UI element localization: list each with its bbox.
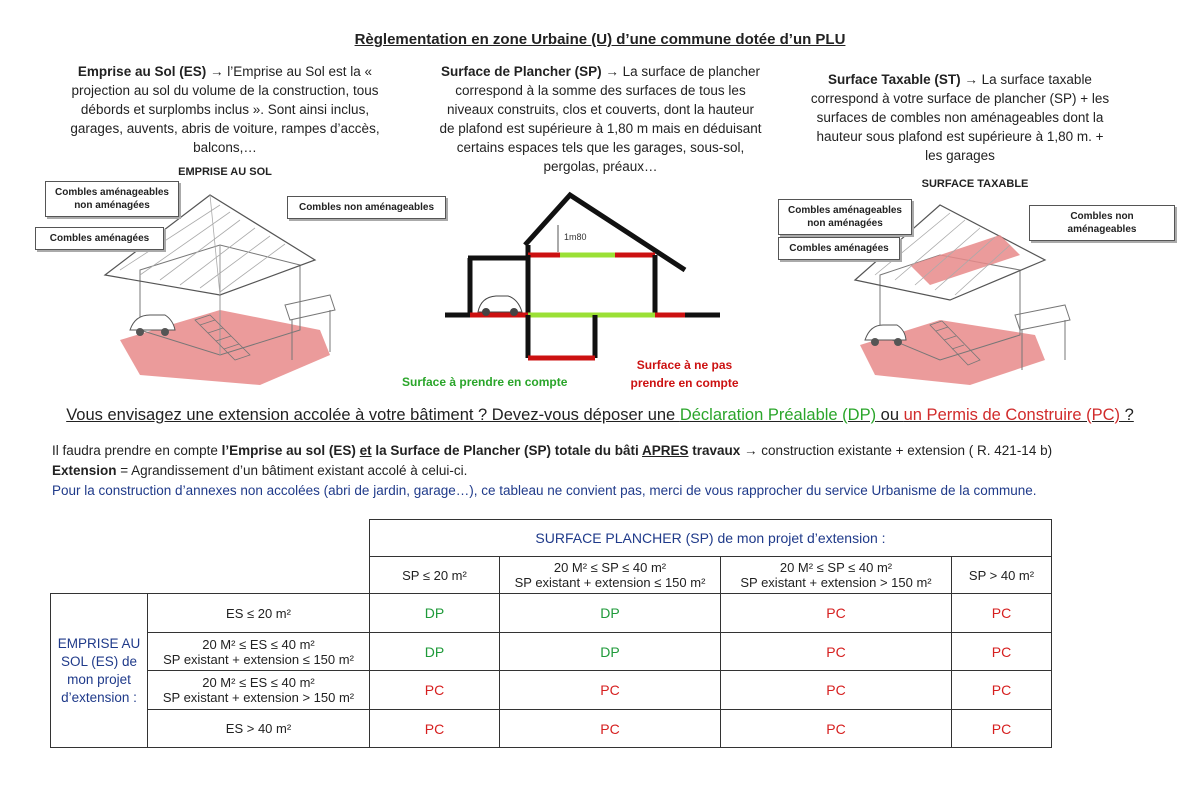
sp-heading: Surface de Plancher (SP) [441,64,602,79]
legend-red-label: Surface à ne pas prendre en compte [630,358,739,390]
decision-cell: PC [721,671,952,710]
st-callout-combles-non-amenageables: Combles non aménageables [1029,205,1175,241]
col-header: SP ≤ 20 m² [370,557,500,594]
decision-cell: PC [721,710,952,748]
decision-cell: PC [370,671,500,710]
decision-cell: DP [500,633,721,671]
es-heading: Emprise au Sol (ES) [77,64,207,79]
instruction-paragraph: Il faudra prendre en compte l’Emprise au sol (ES) et la Surface de Plancher (SP) totale du bâti APRES travaux → construction existante + extension ( R. 421-14 b) [52,443,1053,458]
decision-cell: DP [500,594,721,633]
decision-cell: DP [370,633,500,671]
row-header: ES > 40 m² [148,710,370,748]
decision-table [50,519,1052,748]
es-text: l’Emprise au Sol est la « projection au sol du volume de la construction, tous débords et surplombs inclus ». Sont ainsi inclus, garages, auvents, abris de voiture, rampes d’accès, balcons,… [70,64,380,155]
es-callout-combles-non-amenageables: Combles non aménageables [287,196,446,219]
col-header: SP > 40 m² [952,557,1052,594]
legend-green-label: Surface à prendre en compte [402,375,568,389]
dp-label: Déclaration Préalable (DP) [679,406,877,424]
es-figure-title: EMPRISE AU SOL [178,166,272,178]
height-label: 1m80 [564,232,587,242]
arrow-icon: → [964,72,978,87]
st-callout-combles-amenagees: Combles aménagées [778,237,900,260]
arrow-icon: → [605,64,619,79]
decision-cell: PC [952,710,1052,748]
arrow-icon: → [209,64,224,79]
decision-cell: PC [721,594,952,633]
row-header: 20 M² ≤ ES ≤ 40 m² SP existant + extension ≤ 150 m² [148,633,370,671]
extension-definition: Extension = Agrandissement d’un bâtiment existant accolé à celui-ci. [52,463,468,478]
es-callout-combles-amenageables: Combles aménageables non aménagées [45,181,179,217]
decision-cell: PC [952,671,1052,710]
annex-note: Pour la construction d’annexes non accolées (abri de jardin, garage…), ce tableau ne convient pas, merci de vous rapprocher du service Urbanisme de la commune. [52,483,1037,498]
row-header: 20 M² ≤ ES ≤ 40 m² SP existant + extension > 150 m² [148,671,370,710]
es-definition [60,62,390,157]
st-figure-title: SURFACE TAXABLE [921,178,1029,190]
decision-cell: PC [952,594,1052,633]
decision-cell: PC [500,671,721,710]
sp-definition [438,62,763,176]
st-text: La surface taxable correspond à votre surface de plancher (SP) + les surfaces de combles non aménageables dont la hauteur sous plafond est supérieure à 1,80 m. + les garages [810,72,1110,163]
decision-cell: PC [952,633,1052,671]
es-callout-combles-amenagees: Combles aménagées [35,227,164,250]
col-header: 20 M² ≤ SP ≤ 40 m² SP existant + extension ≤ 150 m² [500,557,721,594]
sp-text: La surface de plancher correspond à la somme des surfaces de tous les niveaux construits, clos et couverts, dont la hauteur de plafond est supérieure à 1,80 m mais en déduisant certains espaces tels que les garages, sous-sol, pergolas, préaux… [439,64,762,174]
decision-cell: DP [370,594,500,633]
page-title: Règlementation en zone Urbaine (U) d’une commune dotée d’un PLU [354,31,846,48]
decision-cell: PC [721,633,952,671]
decision-cell: PC [500,710,721,748]
extension-question: Vous envisagez une extension accolée à votre bâtiment ? Devez-vous déposer une Déclaration Préalable (DP) ou un Permis de Construire (PC) ? [66,406,1134,424]
st-heading: Surface Taxable (ST) [828,72,961,87]
pc-label: un Permis de Construire (PC) [903,406,1121,424]
es-table-header: EMPRISE AU SOL (ES) de mon projet d’extension : [51,594,148,748]
col-header: 20 M² ≤ SP ≤ 40 m² SP existant + extension > 150 m² [721,557,952,594]
st-definition [810,70,1110,165]
st-callout-combles-amenageables: Combles aménageables non aménagées [778,199,912,235]
sp-table-header: SURFACE PLANCHER (SP) de mon projet d’extension : [370,520,1052,557]
row-header: ES ≤ 20 m² [148,594,370,633]
decision-cell: PC [370,710,500,748]
